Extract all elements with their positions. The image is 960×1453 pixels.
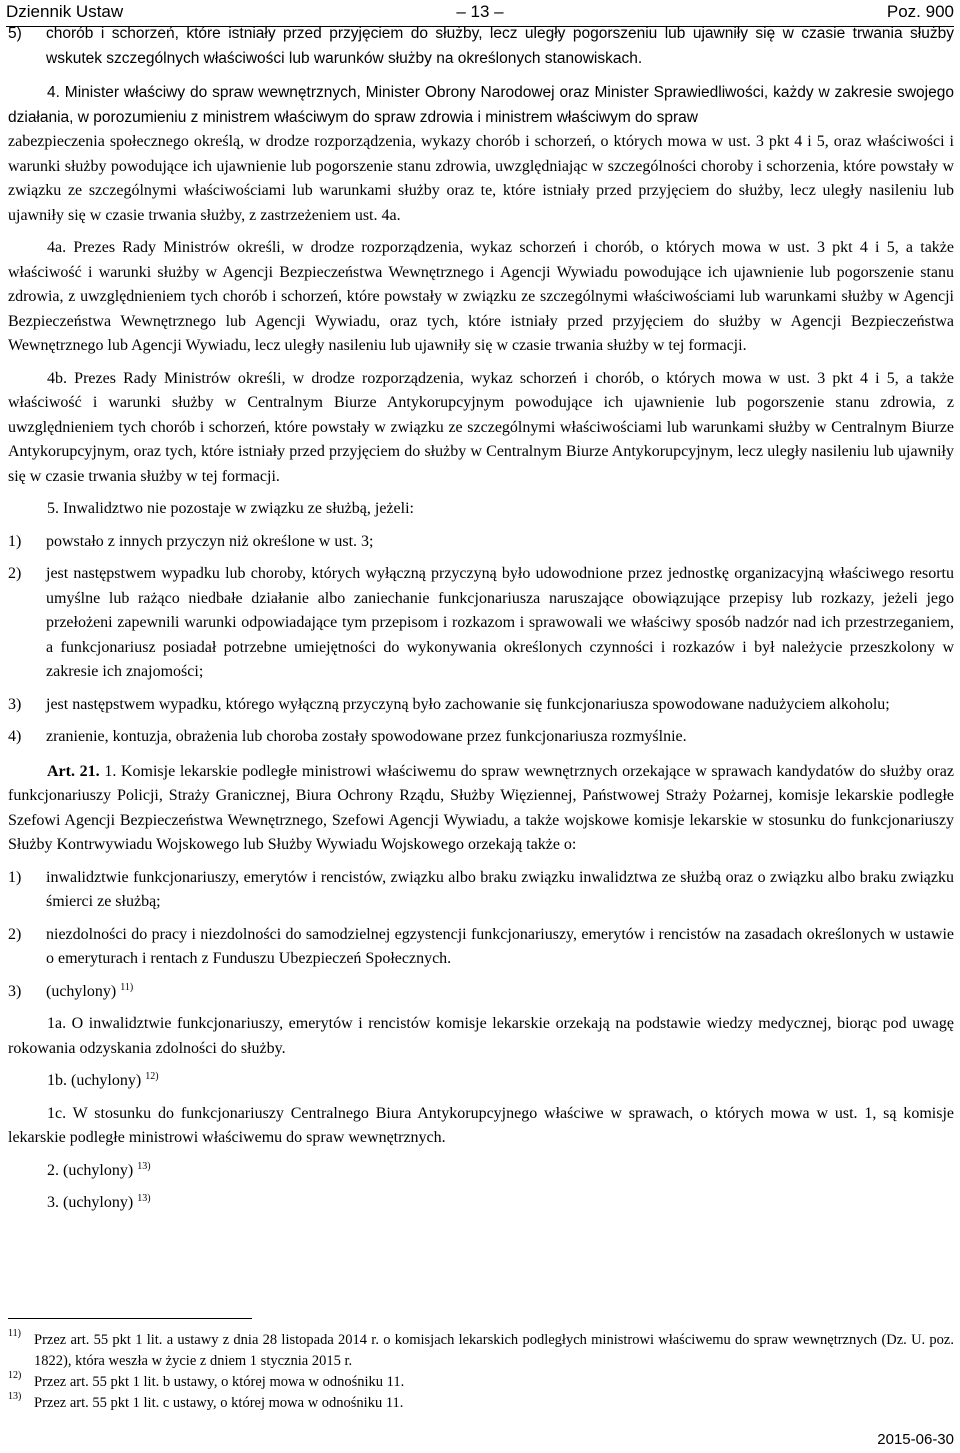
item-number: 1) <box>8 868 22 886</box>
item-text: niezdolności do pracy i niezdolności do samodzielnej egzystencji funkcjonariuszy, emerytów i rencistów na zasadach określonych w ustawie o emeryturach i rentach z Funduszu Ubezpieczeń Społecznych. <box>46 925 954 967</box>
item-label: (uchylony) <box>46 982 117 1000</box>
document-body <box>8 22 954 1224</box>
footnote: 13) Przez art. 55 pkt 1 lit. c ustawy, o której mowa w odnośniku 11. <box>8 1391 404 1411</box>
item-text: powstało z innych przyczyn niż określone w ust. 3; <box>46 532 374 550</box>
list-item <box>8 866 954 915</box>
list-item <box>8 725 954 750</box>
journal-title: Dziennik Ustaw <box>6 2 124 21</box>
footnote-ref[interactable]: 12) <box>145 1071 159 1082</box>
paragraph-1b <box>8 1069 954 1094</box>
item-text: zranienie, kontuzja, obrażenia lub choroba zostały spowodowane przez funkcjonariusza rozmyślnie. <box>46 728 687 745</box>
paragraph-5: 5. Inwalidztwo nie pozostaje w związku ze służbą, jeżeli: <box>47 500 414 517</box>
item-number: 4) <box>8 728 22 745</box>
paragraph-3-text: 3. (uchylony) <box>47 1194 134 1211</box>
article-text: 1. Komisje lekarskie podległe ministrowi właściwemu do spraw wewnętrznych orzekające w sprawach kandydatów do służby oraz funkcjonariuszy Policji, Straży Granicznej, Biura Ochrony Rządu, Służby Więziennej, Państwowej Straży Pożarnej, komisje lekarskie podległe Szefowi Agencji Bezpieczeństwa Wewnętrznego, Szefowi Agencji Wywiadu, a także wojskowe komisje lekarskie w stosunku do funkcjonariuszy Służby Kontrwywiadu Wojskowego lub Służby Wywiadu Wojskowego orzekają także o: <box>8 762 955 853</box>
paragraph-5-list <box>8 530 954 750</box>
paragraph-2 <box>8 1159 954 1184</box>
paragraph-2-text: 2. (uchylony) <box>47 1161 134 1179</box>
footnote-ref[interactable]: 13) <box>137 1160 151 1172</box>
list-item <box>8 693 954 718</box>
footnote-ref[interactable]: 13) <box>137 1193 151 1204</box>
article-21 <box>8 760 954 858</box>
list-item <box>8 530 954 555</box>
item-number: 3) <box>8 695 22 713</box>
item-number: 2) <box>8 565 22 582</box>
list-item <box>8 923 954 972</box>
paragraph-4a: 4a. Prezes Rady Ministrów określi, w drodze rozporządzenia, wykaz schorzeń i chorób, o których mowa w ust. 3 pkt 4 i 5, a także właściwość i warunki służby w Agencji Bezpieczeństwa Wewnętrznego i Agencji Wywiadu powodujące ich ujawnienie lub pogorszenie stanu zdrowia, z uwzględnieniem tych chorób i schorzeń, które powstały w związku ze szczególnymi właściwościami lub warunkami służby w Agencji Bezpieczeństwa Wewnętrznego lub Agencji Wywiadu, oraz tych, które istniały przed przyjęciem do służby w Agencji Bezpieczeństwa Wewnętrznego lub Agencji Wywiadu, lecz uległy nasileniu lub ujawniły się w czasie trwania służby w tej formacji. <box>8 239 954 354</box>
footnote-text: Przez art. 55 pkt 1 lit. a ustawy z dnia 28 listopada 2014 r. o komisjach lekarskich podległych ministrowi właściwemu do spraw wewnętrznych (Dz. U. poz. 1822), która weszła w życie z dniem 1 stycznia 2015 r. <box>34 1332 954 1369</box>
item-text: jest następstwem wypadku lub choroby, których wyłączną przyczyną było udowodnione przez jednostkę organizacyjną właściwego resortu umyślne lub rażąco niedbałe działanie albo zaniechanie funkcjonariusza naruszające obowiązujące przepisy lub rozkazy, jeżeli jego przełożeni zapewnili warunki odpowiadające tym przepisom i rozkazom i sprawowali we właściwy sposób nadzór nad ich przestrzeganiem, a funkcjonariusz posiadał potrzebne umiejętności do wykonywania określonych czynności i rozkazów i był należycie przeszkolony w zakresie ich znajomości; <box>46 565 954 680</box>
paragraph-1a: 1a. O inwalidztwie funkcjonariuszy, emerytów i rencistów komisje lekarskie orzekają na podstawie wiedzy medycznej, biorąc pod uwagę rokowania odzyskania zdolności do służby. <box>8 1015 954 1057</box>
footnote-ref[interactable]: 11) <box>120 981 134 993</box>
paragraph-4a-sans: 4. Minister właściwy do spraw wewnętrznych, Minister Obrony Narodowej oraz Minister Sprawiedliwości, każdy w zakresie swojego działania, w porozumieniu z ministrem właściwym do spraw zdrowia i ministrem właściwym do spraw <box>8 84 954 126</box>
item-number: 5) <box>8 25 22 42</box>
publication-date: 2015-06-30 <box>877 1431 954 1448</box>
paragraph-4b: zabezpieczenia społecznego określą, w drodze rozporządzenia, wykazy chorób i schorzeń, o których mowa w ust. 3 pkt 4 i 5, oraz właściwości i warunki służby powodujące ich ujawnienie lub pogorszenie stanu zdrowia, uwzględniając w szczególności choroby i schorzenia, które powstały w związku ze szczególnymi właściwościami lub warunkami służby oraz te, które istniały przed przyjęciem do służby, lecz uległy nasileniu lub ujawniły się w czasie trwania służby, z zastrzeżeniem ust. 4a. <box>8 133 954 224</box>
page-number: – 13 – <box>456 2 504 21</box>
item-text: inwalidztwie funkcjonariuszy, emerytów i rencistów, związku albo braku związku inwalidztwa ze służbą oraz o związku albo braku związku śmierci ze służbą; <box>46 868 954 910</box>
list-item <box>8 22 954 71</box>
footnote: 11) Przez art. 55 pkt 1 lit. a ustawy z dnia 28 listopada 2014 r. o komisjach lekarskich podległych ministrowi właściwemu do spraw wewnętrznych (Dz. U. poz. 1822), która weszła w życie z dniem 1 stycznia 2015 r. <box>8 1328 954 1369</box>
footnotes <box>8 1330 954 1414</box>
paragraph-3 <box>8 1191 954 1216</box>
footnote-text: Przez art. 55 pkt 1 lit. c ustawy, o której mowa w odnośniku 11. <box>34 1395 404 1411</box>
list-item <box>8 980 954 1005</box>
item-number: 2) <box>8 925 22 943</box>
paragraph-4b-cba: 4b. Prezes Rady Ministrów określi, w drodze rozporządzenia, wykaz schorzeń i chorób, o których mowa w ust. 3 pkt 4 i 5, a także właściwość i warunki służby w Centralnym Biurze Antykorupcyjnym powodujące ich ujawnienie lub pogorszenie stanu zdrowia, z uwzględnieniem tych chorób i schorzeń, które powstały w związku ze szczególnymi właściwościami lub warunkami służby w Centralnym Biurze Antykorupcyjnym, oraz tych, które istniały przed przyjęciem do służby w Centralnym Biurze Antykorupcyjnym, lecz uległy nasileniu lub ujawniły się w czasie trwania służby w tej formacji. <box>8 369 954 485</box>
item-number: 3) <box>8 982 22 1000</box>
item-text: chorób i schorzeń, które istniały przed przyjęciem do służby, lecz uległy pogorszeniu lub ujawniły się w czasie trwania służby wskutek szczególnych właściwości lub warunków służby na określonych stanowiskach. <box>46 25 954 67</box>
paragraph-1c: 1c. W stosunku do funkcjonariuszy Centralnego Biura Antykorupcyjnego właściwe w sprawach, o których mowa w ust. 1, są komisje lekarskie podległe ministrowi właściwemu do spraw wewnętrznych. <box>8 1104 954 1146</box>
footnote-text: Przez art. 55 pkt 1 lit. b ustawy, o której mowa w odnośniku 11. <box>34 1374 405 1390</box>
footnote-separator <box>8 1318 252 1319</box>
footnote: 12) Przez art. 55 pkt 1 lit. b ustawy, o której mowa w odnośniku 11. <box>8 1370 405 1390</box>
item-text: jest następstwem wypadku, którego wyłączną przyczyną było zachowanie się funkcjonariusza spowodowane nadużyciem alkoholu; <box>46 695 890 713</box>
article-label: Art. 21. <box>47 762 100 780</box>
paragraph-1b-text: 1b. (uchylony) <box>47 1072 142 1089</box>
list-item <box>8 562 954 685</box>
position-number: Poz. 900 <box>886 2 954 21</box>
article-21-list <box>8 866 954 1005</box>
item-number: 1) <box>8 532 22 550</box>
item-text <box>46 980 954 1005</box>
